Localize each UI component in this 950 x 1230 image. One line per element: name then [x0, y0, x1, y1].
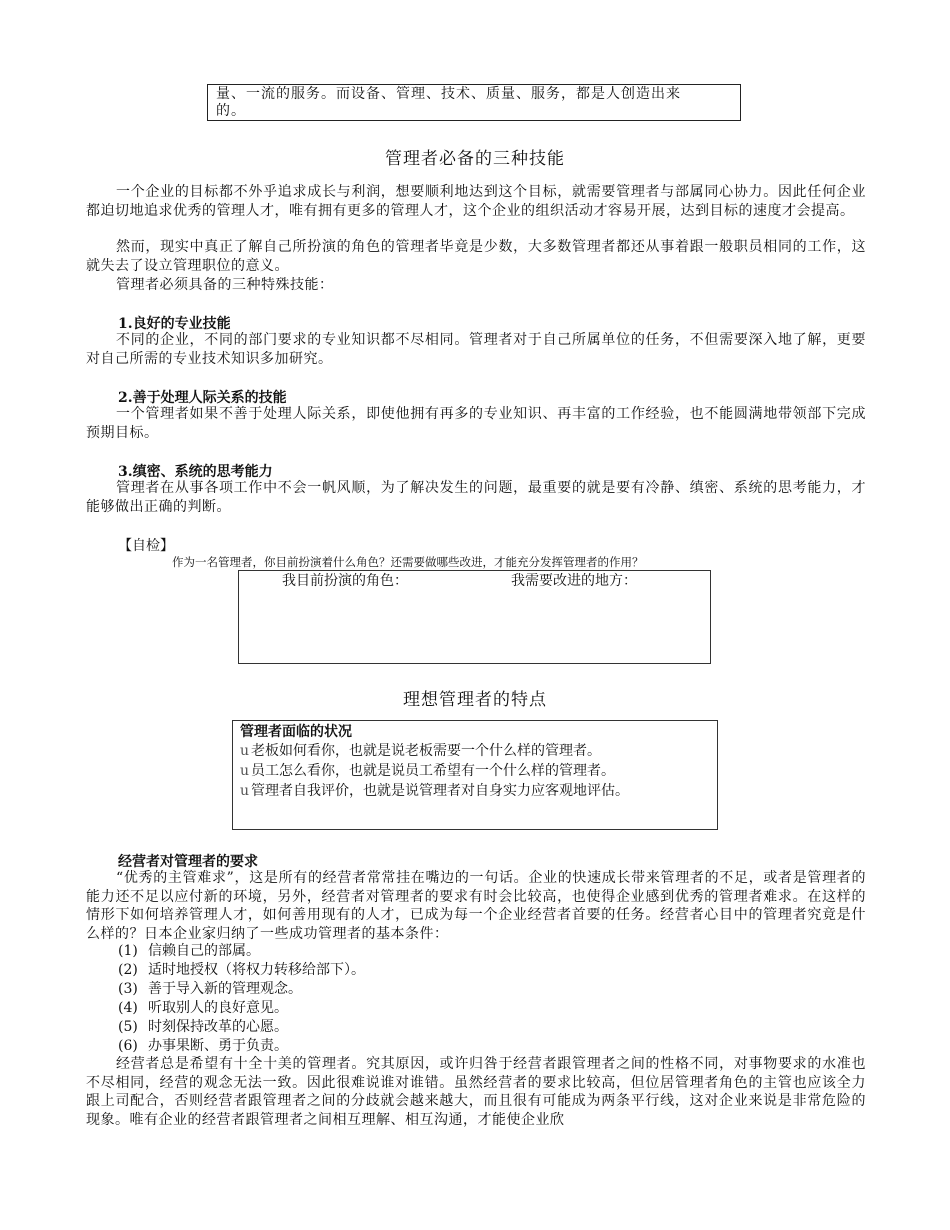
condition-item-1: (1) 信赖自己的部属。 [118, 943, 260, 959]
bullet-icon: u [240, 783, 250, 799]
situations-heading: 管理者面临的状况 [240, 724, 352, 740]
condition-item-3: (3) 善于导入新的管理观念。 [118, 981, 302, 997]
skill-heading-1: 1.良好的专业技能 [118, 316, 231, 332]
intro-paragraph-2: 然而，现实中真正了解自己所扮演的角色的管理者毕竟是少数，大多数管理者都还从事着跟一般职员相同的工作，这就失去了设立管理职位的意义。 [86, 239, 866, 274]
skill-text-1: 不同的企业，不同的部门要求的专业知识都不尽相同。管理者对于自己所属单位的任务，不但需要深入地了解，更要对自己所需的专业技术知识多加研究。 [86, 332, 866, 367]
requirements-paragraph-2: 经营者总是希望有十全十美的管理者。究其原因，或许归咎于经营者跟管理者之间的性格不同，对事物要求的水准也不尽相同，经营的观念无法一致。因此很难说谁对谁错。虽然经营者的要求比较高，但位居管理者角色的主管也应该全力跟上司配合，否则经营者跟管理者之间的分歧就会越来越大，而且很有可能成为两条平行线，这对企业来说是非常危险的现象。唯有企业的经营者跟管理者之间相互理解、相互沟通，才能使企业欣 [86, 1056, 866, 1128]
intro-paragraph-3: 管理者必须具备的三种特殊技能： [116, 277, 334, 293]
quote-box [207, 84, 741, 121]
self-check-box [238, 570, 711, 664]
bullet-icon: u [240, 743, 250, 759]
current-role-label: 我目前扮演的角色： [282, 573, 408, 589]
bullet-icon: u [240, 763, 250, 779]
section-title-ideal-manager: 理想管理者的特点 [403, 690, 547, 710]
situation-item-1: u 老板如何看你，也就是说老板需要一个什么样的管理者。 [240, 743, 602, 759]
section-title-skills: 管理者必备的三种技能 [385, 149, 565, 169]
self-check-question: 作为一名管理者，你目前扮演着什么角色？还需要做哪些改进，才能充分发挥管理者的作用？ [172, 555, 644, 569]
quote-line-2: 的。 [216, 103, 246, 119]
situations-box [232, 720, 718, 830]
skill-heading-2: 2.善于处理人际关系的技能 [118, 390, 287, 406]
condition-item-2: (2) 适时地授权（将权力转移给部下）。 [118, 962, 365, 978]
skill-text-3: 管理者在从事各项工作中不会一帆风顺，为了解决发生的问题，最重要的就是要有冷静、缜密、系统的思考能力，才能够做出正确的判断。 [86, 480, 866, 515]
improvement-label: 我需要改进的地方： [511, 573, 637, 589]
condition-item-4: (4) 听取别人的良好意见。 [118, 1000, 288, 1016]
quote-line-1: 量、一流的服务。而设备、管理、技术、质量、服务，都是人创造出来 [216, 86, 681, 102]
skill-text-2: 一个管理者如果不善于处理人际关系，即使他拥有再多的专业知识、再丰富的工作经验，也不能圆满地带领部下完成预期目标。 [86, 406, 866, 441]
intro-paragraph-1: 一个企业的目标都不外乎追求成长与利润，想要顺利地达到这个目标，就需要管理者与部属同心协力。因此任何企业都迫切地追求优秀的管理人才，唯有拥有更多的管理人才，这个企业的组织活动才容易开展，达到目标的速度才会提高。 [86, 184, 866, 219]
self-check-label: 【自检】 [118, 538, 174, 554]
skill-heading-3: 3.缜密、系统的思考能力 [118, 464, 273, 480]
situation-item-2: u 员工怎么看你，也就是说员工希望有一个什么样的管理者。 [240, 763, 616, 779]
condition-item-5: (5) 时刻保持改革的心愿。 [118, 1019, 288, 1035]
requirements-paragraph-1: “优秀的主管难求”，这是所有的经营者常常挂在嘴边的一句话。企业的快速成长带来管理者的不足，或者是管理者的能力还不足以应付新的环境，另外，经营者对管理者的要求有时会比较高，也使得企业感到优秀的管理者难求。在这样的情形下如何培养管理人才，如何善用现有的人才，已成为每一个企业经营者首要的任务。经营者心目中的管理者究竟是什么样的？日本企业家归纳了一些成功管理者的基本条件： [86, 870, 866, 942]
situation-item-3: u 管理者自我评价，也就是说管理者对自身实力应客观地评估。 [240, 783, 630, 799]
requirements-heading: 经营者对管理者的要求 [118, 854, 258, 870]
condition-item-6: (6) 办事果断、勇于负责。 [118, 1038, 288, 1054]
